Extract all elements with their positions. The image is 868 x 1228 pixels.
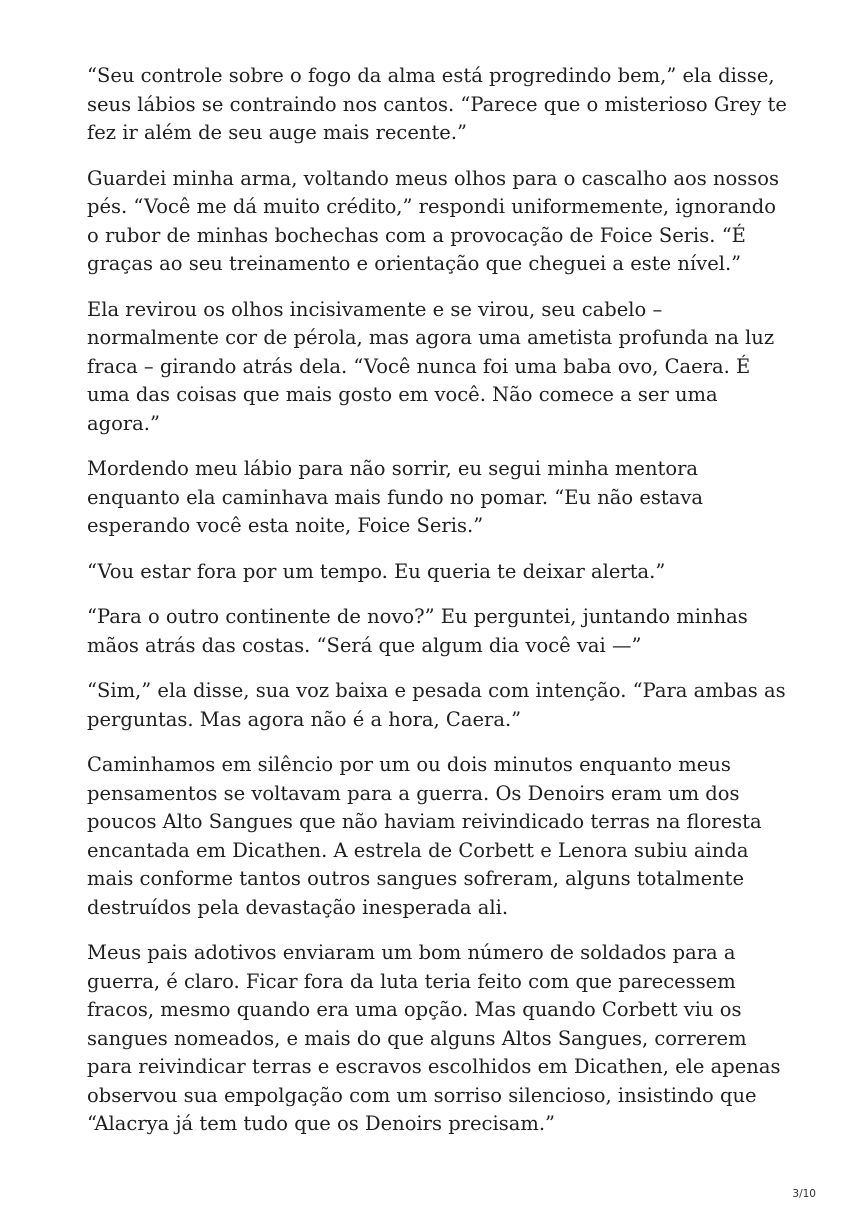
paragraph-6: “Para o outro continente de novo?” Eu perguntei, juntando minhas mãos atrás das costas. “Será que algum dia você vai —” — [87, 605, 748, 657]
document-page — [87, 62, 787, 1156]
paragraph-9: Meus pais adotivos enviaram um bom número de soldados para a guerra, é claro. Ficar fora da luta teria feito com que parecessem fracos, mesmo quando era uma opção. Mas quando Corbett viu os sangues nomeados, e mais do que alguns Altos Sangues, correrem para reivindicar terras e escravos escolhidos em Dicathen, ele apenas observou sua empolgação com um sorriso silencioso, insistindo que “Alacrya já tem tudo que os Denoirs precisam.” — [87, 941, 781, 1135]
paragraph-4: Mordendo meu lábio para não sorrir, eu segui minha mentora enquanto ela caminhava mais fundo no pomar. “Eu não estava esperando você esta noite, Foice Seris.” — [87, 457, 704, 537]
paragraph-2: Guardei minha arma, voltando meus olhos para o cascalho aos nossos pés. “Você me dá muito crédito,” respondi uniformemente, ignorando o rubor de minhas bochechas com a provocação de Foice Seris. “É graças ao seu treinamento e orientação que cheguei a este nível.” — [87, 166, 780, 275]
page-number: 3/10 — [792, 1188, 816, 1200]
paragraph-8: Caminhamos em silêncio por um ou dois minutos enquanto meus pensamentos se voltavam para a guerra. Os Denoirs eram um dos poucos Alto Sangues que não haviam reivindicado terras na floresta encantada em Dicathen. A estrela de Corbett e Lenora subiu ainda mais conforme tantos outros sangues sofreram, alguns totalmente destruídos pela devastação inesperada ali. — [87, 753, 762, 919]
paragraph-5: “Vou estar fora por um tempo. Eu queria te deixar alerta.” — [87, 559, 666, 583]
paragraph-3: Ela revirou os olhos incisivamente e se virou, seu cabelo – normalmente cor de pérola, mas agora uma ametista profunda na luz fraca – girando atrás dela. “Você nunca foi uma baba ovo, Caera. É uma das coisas que mais gosto em você. Não comece a ser uma agora.” — [87, 297, 775, 435]
paragraph-7: “Sim,” ela disse, sua voz baixa e pesada com intenção. “Para ambas as perguntas. Mas agora não é a hora, Caera.” — [87, 679, 786, 731]
paragraph-1: “Seu controle sobre o fogo da alma está progredindo bem,” ela disse, seus lábios se contraindo nos cantos. “Parece que o misterioso Grey te fez ir além de seu auge mais recente.” — [87, 64, 787, 144]
